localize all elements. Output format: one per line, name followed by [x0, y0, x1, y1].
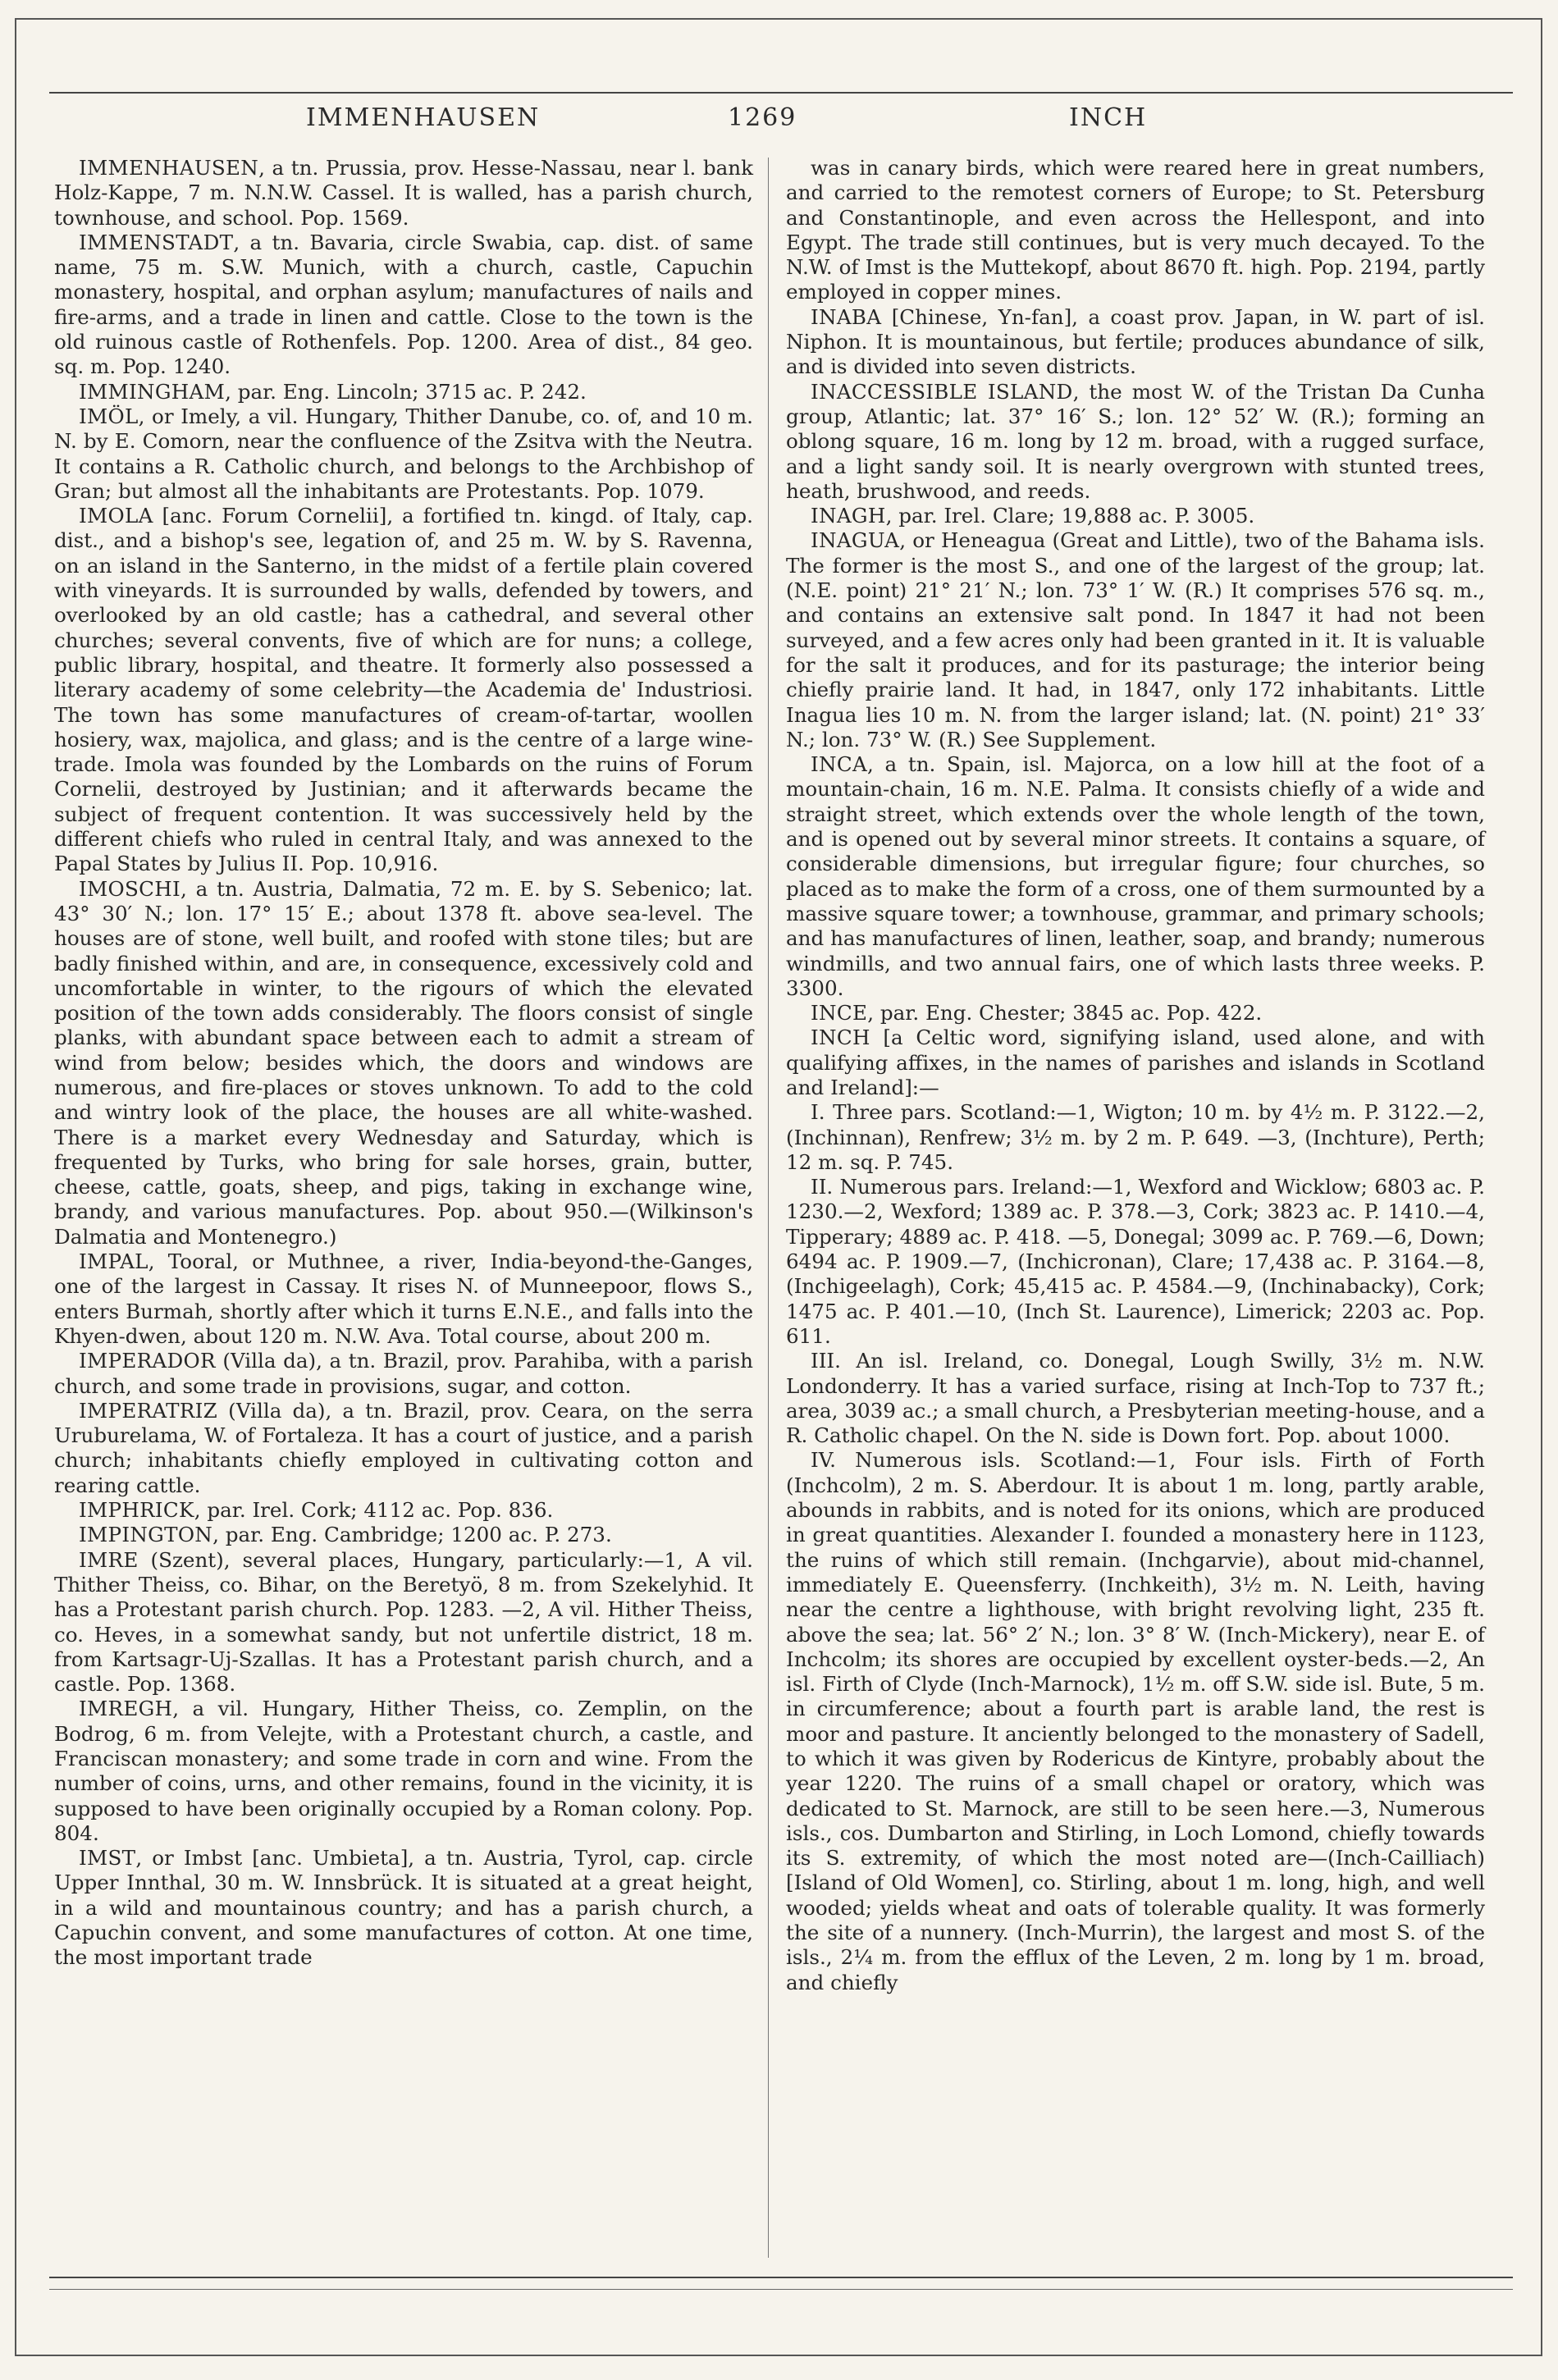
dictionary-entry — [786, 504, 1485, 528]
dictionary-entry — [54, 156, 753, 231]
entry-headword: INCA — [811, 752, 868, 777]
dictionary-entry — [54, 1523, 753, 1547]
entry-text: , par. Irel. Clare; 19,888 ac. P. 3005. — [885, 504, 1255, 528]
dictionary-entry — [786, 305, 1485, 380]
entry-text: was in canary birds, which were reared here in great numbers, and carried to the remotest corners of Europe; to St. Petersburg and Constantinople, and even across the Hellespont, and into Egypt. The trade still continues, but is very much decayed. To the N.W. of Imst is the Muttekopf, about 8670 ft. high. Pop. 2194, partly employed in copper mines. — [786, 156, 1485, 304]
entry-headword: IMPHRICK — [79, 1498, 194, 1523]
dictionary-entry — [54, 1498, 753, 1523]
entry-headword: IMOLA — [79, 504, 153, 528]
dictionary-entry — [54, 877, 753, 1249]
entry-text: , a vil. Hungary, Hither Theiss, co. Zemplin, on the Bodrog, 6 m. from Velejte, with a Protestant church, a castle, and Franciscan monastery; and some trade in corn and wine. From the number of coins, urns, and other remains, found in the vicinity, it is supposed to have been originally occupied by a Roman colony. Pop. 804. — [54, 1697, 753, 1845]
entry-text: [Chinese, Yn-fan], a coast prov. Japan, in W. part of isl. Niphon. It is mountainous, but fertile; produces abundance of silk, and is divided into seven districts. — [786, 304, 1485, 379]
entry-headword: IMPERATRIZ — [79, 1398, 218, 1423]
entry-headword: IMÖL — [79, 404, 139, 428]
left-column — [54, 156, 753, 1971]
entry-text: , or Heneagua (Great and Little), two of the Bahama isls. The former is the most S., and one of the largest of the group; lat. (N.E. point) 21° 21′ N.; lon. 73° 1′ W. (R.) It comprises 576 sq. m., and contains an extensive salt pond. In 1847 it had not been surveyed, and a few acres only had been granted in it. It is valuable for the salt it produces, and for its pasturage; the interior being chiefly prairie land. It had, in 1847, only 172 inhabitants. Little Inagua lies 10 m. N. from the larger island; lat. (N. point) 21° 33′ N.; lon. 73° W. (R.) See Supplement. — [786, 528, 1485, 751]
dictionary-entry — [54, 1399, 753, 1498]
dictionary-entry — [54, 1349, 753, 1399]
dictionary-entry — [786, 1100, 1485, 1175]
entry-headword: IMMENSTADT — [79, 230, 234, 254]
entry-text: II. Numerous pars. Ireland:—1, Wexford and Wicklow; 6803 ac. P. 1230.—2, Wexford; 1389 ac. P. 378.—3, Cork; 3823 ac. P. 1410.—4, Tipperary; 4889 ac. P. 418. —5, Donegal; 3099 ac. P. 769.—6, Down; 6494 ac. P. 1909.—7, (Inchicronan), Clare; 17,438 ac. P. 3164.—8, (Inchigeelagh), Cork; 45,415 ac. P. 4584.—9, (Inchinabacky), Cork; 1475 ac. P. 401.—10, (Inch St. Laurence), Limerick; 2203 ac. Pop. 611. — [786, 1175, 1485, 1348]
entry-text: , par. Eng. Chester; 3845 ac. Pop. 422. — [867, 1001, 1263, 1026]
dictionary-entry — [786, 1001, 1485, 1026]
entry-headword: IMPINGTON — [79, 1523, 213, 1547]
entry-headword: INCE — [811, 1001, 868, 1026]
entry-headword: IMST — [79, 1846, 136, 1871]
entry-headword: IMMINGHAM — [79, 379, 226, 404]
entry-headword: IMPERADOR — [79, 1349, 216, 1373]
dictionary-entry — [786, 1026, 1485, 1100]
dictionary-entry — [786, 380, 1485, 504]
entry-headword: INAGH — [811, 504, 886, 528]
entry-text: , par. Irel. Cork; 4112 ac. Pop. 836. — [194, 1498, 554, 1523]
entry-headword: INABA — [811, 304, 882, 329]
entry-text: , a tn. Spain, isl. Majorca, on a low hill at the foot of a mountain-chain, 16 m. N.E. Palma. It consists chiefly of a wide and straight street, which extends over the whole length of the town, and is opened out by several minor streets. It contains a square, of considerable dimensions, but irregular figure; four churches, so placed as to make the form of a cross, one of them surmounted by a massive square tower; a townhouse, grammar, and primary schools; and has manufactures of linen, leather, soap, and brandy; numerous windmills, and two annual fairs, one of which lasts three weeks. P. 3300. — [786, 752, 1485, 1000]
page-number: 1269 — [728, 103, 797, 132]
entry-headword: IMPAL — [79, 1249, 148, 1274]
dictionary-entry — [786, 528, 1485, 752]
entry-text: (Villa da), a tn. Brazil, prov. Ceara, on the serra Uruburelama, W. of Fortaleza. It has a court of justice, and a parish church; inhabitants chiefly employed in cultivating cotton and rearing cattle. — [54, 1398, 753, 1497]
entry-headword: IMRE — [79, 1547, 139, 1572]
entry-text: [a Celtic word, signifying island, used alone, and with qualifying affixes, in the names of parishes and islands in Scotland and Ireland]:— — [786, 1026, 1485, 1099]
entry-text: , the most W. of the Tristan Da Cunha group, Atlantic; lat. 37° 16′ S.; lon. 12° 52′ W. (R.); forming an oblong square, 16 m. long by 12 m. broad, with a rugged surface, and a light sandy soil. It is nearly overgrown with stunted trees, heath, brushwood, and reeds. — [786, 379, 1485, 503]
entry-text: , or Imbst [anc. Umbieta], a tn. Austria, Tyrol, cap. circle Upper Innthal, 30 m. W. Innsbrück. It is situated at a great height, in a wild and mountainous country; and has a parish church, a Capuchin convent, and some manufactures of cotton. At one time, the most important trade — [54, 1846, 753, 1970]
dictionary-entry — [786, 1448, 1485, 1995]
dictionary-entry — [54, 1846, 753, 1970]
dictionary-entry — [54, 1548, 753, 1697]
dictionary-entry — [54, 504, 753, 876]
running-head-right: INCH — [1069, 103, 1148, 132]
entry-headword: INAGUA — [811, 528, 900, 553]
footer-rule — [49, 2277, 1513, 2278]
entry-text: , a tn. Prussia, prov. Hesse-Nassau, near l. bank Holz-Kappe, 7 m. N.N.W. Cassel. It is walled, has a parish church, townhouse, and school. Pop. 1569. — [54, 156, 753, 230]
dictionary-entry — [54, 404, 753, 504]
entry-text: III. An isl. Ireland, co. Donegal, Lough Swilly, 3½ m. N.W. Londonderry. It has a varied surface, rising at Inch-Top to 737 ft.; area, 3039 ac.; a small church, a Presbyterian meeting-house, and a R. Catholic chapel. On the N. side is Down fort. Pop. about 1000. — [786, 1349, 1485, 1448]
dictionary-entry — [54, 1249, 753, 1349]
running-head — [49, 103, 1513, 144]
entry-headword: IMOSCHI — [79, 876, 180, 901]
dictionary-entry — [786, 1349, 1485, 1448]
dictionary-entry — [786, 752, 1485, 1001]
entry-headword: IMREGH — [79, 1697, 173, 1721]
dictionary-entry — [54, 231, 753, 380]
entry-text: I. Three pars. Scotland:—1, Wigton; 10 m. by 4½ m. P. 3122.—2, (Inchinnan), Renfrew; 3½ m. by 2 m. P. 649. —3, (Inchture), Perth; 12 m. sq. P. 745. — [786, 1100, 1485, 1174]
entry-text: , Tooral, or Muthnee, a river, India-beyond-the-Ganges, one of the largest in Cassay. It rises N. of Munneepoor, flows S., enters Burmah, shortly after which it turns E.N.E., and falls into the Khyen-dwen, about 120 m. N.W. Ava. Total course, about 200 m. — [54, 1249, 753, 1348]
entry-text: (Villa da), a tn. Brazil, prov. Parahiba, with a parish church, and some trade in provisions, sugar, and cotton. — [54, 1349, 753, 1398]
entry-text: , a tn. Bavaria, circle Swabia, cap. dist. of same name, 75 m. S.W. Munich, with a church, castle, Capuchin monastery, hospital, and orphan asylum; manufactures of nails and fire-arms, and a trade in linen and cattle. Close to the town is the old ruinous castle of Rothenfels. Pop. 1200. Area of dist., 84 geo. sq. m. Pop. 1240. — [54, 230, 753, 379]
entry-text: , a tn. Austria, Dalmatia, 72 m. E. by S. Sebenico; lat. 43° 30′ N.; lon. 17° 15′ E.; about 1378 ft. above sea-level. The houses are of stone, well built, and roofed with stone tiles; but are badly finished within, and are, in consequence, excessively cold and uncomfortable in winter, to the rigours of which the elevated position of the town adds considerably. The floors consist of single planks, with abundant space between each to admit a stream of wind from below; besides which, the doors and windows are numerous, and fire-places or stoves unknown. To add to the cold and wintry look of the place, the houses are all white-washed. There is a market every Wednesday and Saturday, which is frequented by Turks, who bring for sale horses, grain, butter, cheese, cattle, goats, sheep, and pigs, taking in exchange wine, brandy, and various manufactures. Pop. about 950.—(Wilkinson's Dalmatia and Montenegro.) — [54, 876, 753, 1249]
entry-headword: INCH — [811, 1026, 870, 1050]
right-column — [786, 156, 1485, 1995]
entry-text: , par. Eng. Lincoln; 3715 ac. P. 242. — [225, 379, 587, 404]
dictionary-entry — [786, 1175, 1485, 1349]
entry-headword: INACCESSIBLE ISLAND — [811, 379, 1073, 404]
dictionary-entry — [54, 380, 753, 404]
dictionary-entry — [786, 156, 1485, 305]
column-divider — [768, 158, 769, 2258]
entry-text: , or Imely, a vil. Hungary, Thither Danube, co. of, and 10 m. N. by E. Comorn, near the confluence of the Zsitva with the Neutra. It contains a R. Catholic church, and belongs to the Archbishop of Gran; but almost all the inhabitants are Protestants. Pop. 1079. — [54, 404, 753, 503]
header-rule — [49, 92, 1513, 94]
entry-text: IV. Numerous isls. Scotland:—1, Four isls. Firth of Forth (Inchcolm), 2 m. S. Aberdour. It is about 1 m. long, partly arable, abounds in rabbits, and is noted for its onions, which are produced in great quantities. Alexander I. founded a monastery here in 1123, the ruins of which still remain. (Inchgarvie), about mid-channel, immediately E. Queensferry. (Inchkeith), 3½ m. N. Leith, having near the centre a lighthouse, with bright revolving light, 235 ft. above the sea; lat. 56° 2′ N.; lon. 3° 8′ W. (Inch-Mickery), near E. of Inchcolm; its shores are occupied by excellent oyster-beds.—2, An isl. Firth of Clyde (Inch-Marnock), 1½ m. off S.W. side isl. Bute, 5 m. in circumference; about a fourth part is arable land, the rest is moor and pasture. It anciently belonged to the monastery of Sadell, to which it was given by Rodericus de Kintyre, probably about the year 1220. The ruins of a small chapel or oratory, which was dedicated to St. Marnock, are still to be seen here.—3, Numerous isls., cos. Dumbarton and Stirling, in Loch Lomond, chiefly towards its S. extremity, of which the most noted are—(Inch-Cailliach) [Island of Old Women], co. Stirling, about 1 m. long, high, and well wooded; yields wheat and oats of tolerable quality. It was formerly the site of a nunnery. (Inch-Murrin), the largest and most S. of the isls., 2¼ m. from the efflux of the Leven, 2 m. long by 1 m. broad, and chiefly — [786, 1448, 1485, 1994]
running-head-left: IMMENHAUSEN — [306, 103, 541, 132]
entry-text: , par. Eng. Cambridge; 1200 ac. P. 273. — [212, 1523, 612, 1547]
entry-headword: IMMENHAUSEN — [79, 156, 259, 180]
entry-text: (Szent), several places, Hungary, particularly:—1, A vil. Thither Theiss, co. Bihar, on the Beretyö, 8 m. from Szekelyhid. It has a Protestant parish church. Pop. 1283. —2, A vil. Hither Theiss, co. Heves, in a somewhat sandy, but not unfertile district, 18 m. from Kartsagr-Uj-Szallas. It has a Protestant parish church, and a castle. Pop. 1368. — [54, 1547, 753, 1697]
footer-rule-thin — [49, 2289, 1513, 2290]
dictionary-entry — [54, 1697, 753, 1846]
entry-text: [anc. Forum Cornelii], a fortified tn. kingd. of Italy, cap. dist., and a bishop's see, legation of, and 25 m. W. by S. Ravenna, on an island in the Santerno, in the midst of a fertile plain covered with vineyards. It is surrounded by walls, defended by towers, and overlooked by an old castle; has a cathedral, and several other churches; several convents, five of which are for nuns; a college, public library, hospital, and theatre. It formerly also possessed a literary academy of some celebrity—the Academia de' Industriosi. The town has some manufactures of cream-of-tartar, woollen hosiery, wax, majolica, and glass; and is the centre of a large wine-trade. Imola was founded by the Lombards on the ruins of Forum Cornelii, destroyed by Justinian; and it afterwards became the subject of frequent contention. It was successively held by the different chiefs who ruled in central Italy, and was annexed to the Papal States by Julius II. Pop. 10,916. — [54, 504, 753, 876]
